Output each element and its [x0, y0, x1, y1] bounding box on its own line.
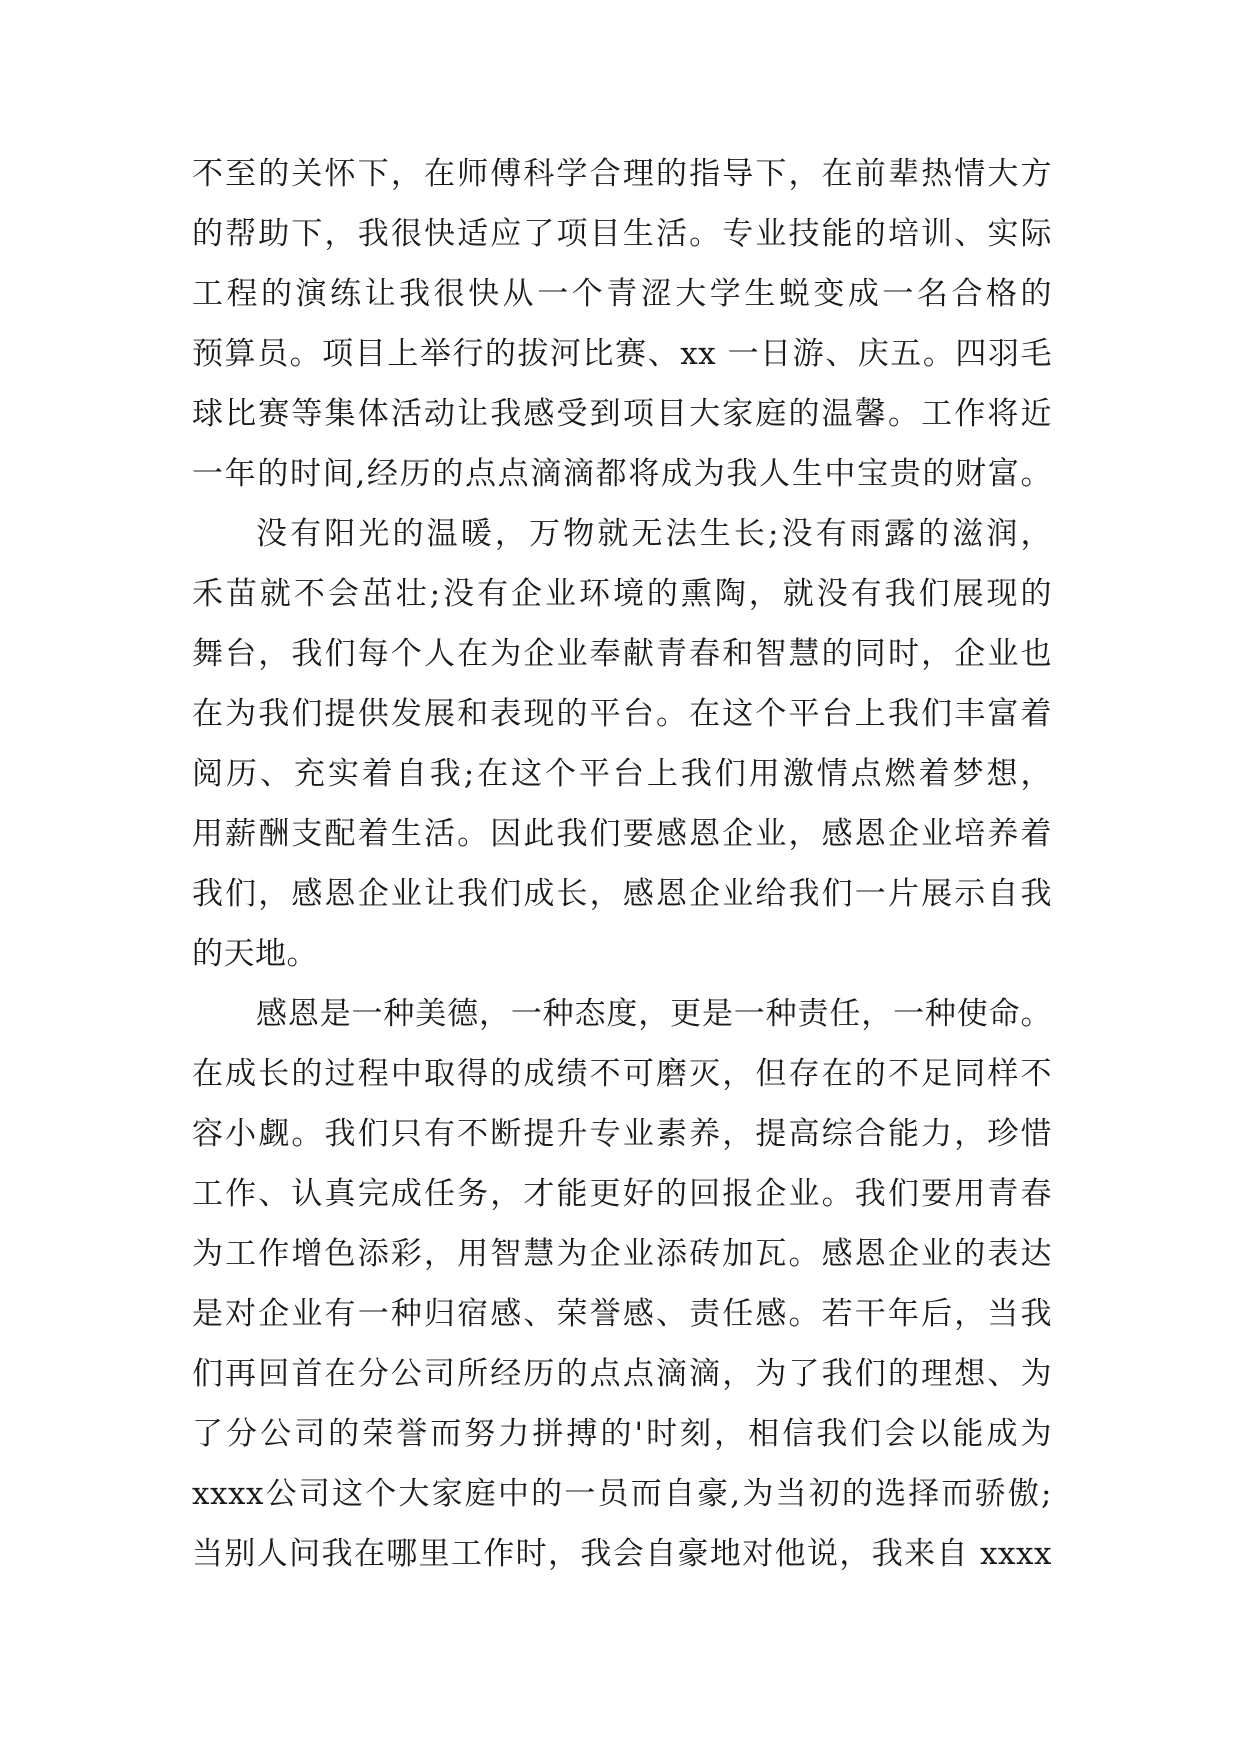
paragraph-2	[192, 504, 1052, 984]
text-line: 禾苗就不会茁壮;没有企业环境的熏陶，就没有我们展现的	[192, 576, 1052, 612]
text-line: 容小觑。我们只有不断提升专业素养，提高综合能力，珍惜	[192, 1116, 1052, 1152]
text-line: 感恩是一种美德，一种态度，更是一种责任，一种使命。	[256, 996, 1052, 1032]
text-line: 是对企业有一种归宿感、荣誉感、责任感。若干年后，当我	[192, 1296, 1052, 1332]
text-line: 预算员。项目上举行的拔河比赛、xx 一日游、庆五。四羽毛	[192, 336, 1052, 372]
text-line: 了分公司的荣誉而努力拼搏的'时刻，相信我们会以能成为	[192, 1416, 1052, 1452]
text-line: 阅历、充实着自我;在这个平台上我们用激情点燃着梦想，	[192, 756, 1052, 792]
text-line: 用薪酬支配着生活。因此我们要感恩企业，感恩企业培养着	[192, 816, 1052, 852]
text-line: 的天地。	[192, 936, 318, 972]
text-line: 不至的关怀下，在师傅科学合理的指导下，在前辈热情大方	[192, 156, 1052, 192]
text-line: xxxx公司这个大家庭中的一员而自豪,为当初的选择而骄傲;	[192, 1476, 1052, 1512]
text-line: 一年的时间,经历的点点滴滴都将成为我人生中宝贵的财富。	[192, 456, 1052, 492]
text-line: 的帮助下，我很快适应了项目生活。专业技能的培训、实际	[192, 216, 1052, 252]
text-line: 为工作增色添彩，用智慧为企业添砖加瓦。感恩企业的表达	[192, 1236, 1052, 1272]
text-line: 球比赛等集体活动让我感受到项目大家庭的温馨。工作将近	[192, 396, 1052, 432]
document-body	[192, 144, 1052, 1584]
text-line: 我们，感恩企业让我们成长，感恩企业给我们一片展示自我	[192, 876, 1052, 912]
text-line: 在为我们提供发展和表现的平台。在这个平台上我们丰富着	[192, 696, 1052, 732]
text-line: 工作、认真完成任务，才能更好的回报企业。我们要用青春	[192, 1176, 1052, 1212]
text-line: 在成长的过程中取得的成绩不可磨灭，但存在的不足同样不	[192, 1056, 1052, 1092]
text-line: 们再回首在分公司所经历的点点滴滴，为了我们的理想、为	[192, 1356, 1052, 1392]
text-line: 当别人问我在哪里工作时，我会自豪地对他说，我来自 xxxx	[192, 1536, 1052, 1572]
text-line: 舞台，我们每个人在为企业奉献青春和智慧的同时，企业也	[192, 636, 1052, 672]
paragraph-1	[192, 144, 1052, 504]
text-line: 没有阳光的温暖，万物就无法生长;没有雨露的滋润，	[256, 516, 1052, 552]
text-line: 工程的演练让我很快从一个青涩大学生蜕变成一名合格的	[192, 276, 1052, 312]
paragraph-3	[192, 984, 1052, 1584]
